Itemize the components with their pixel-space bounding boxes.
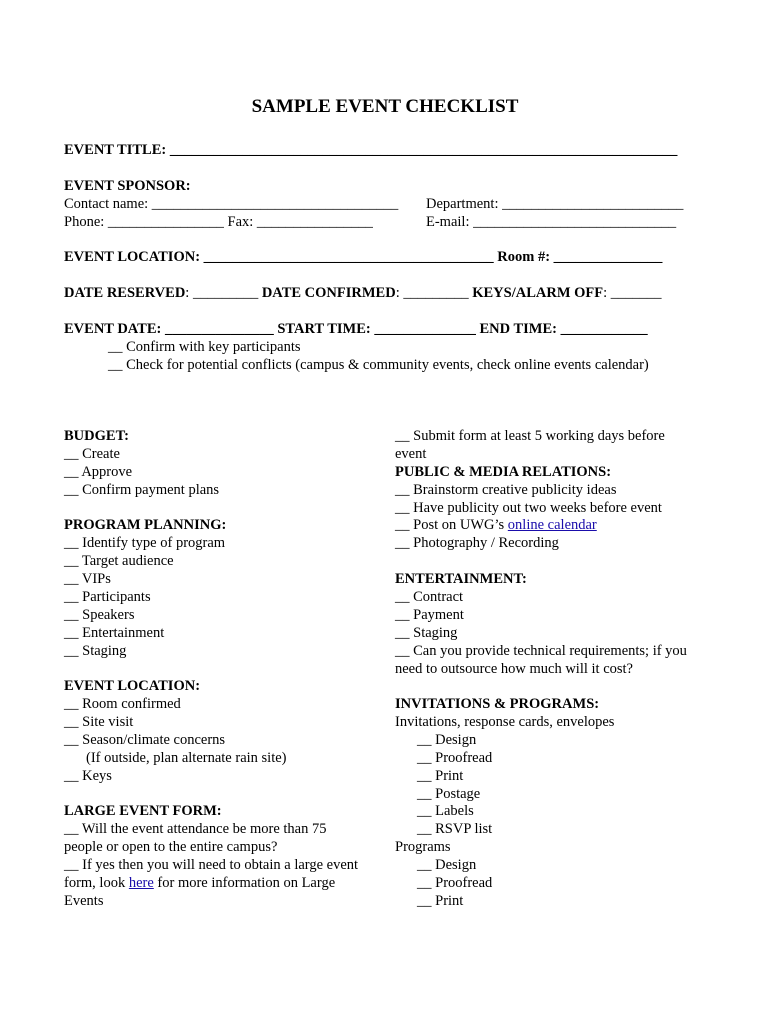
checklist-text: event <box>395 446 427 462</box>
date-reserved-line <box>64 284 662 302</box>
large-form-text: form, look <box>64 875 129 891</box>
checklist-item: __ If yes then you will need to obtain a large event <box>64 857 359 873</box>
checklist-item: __ Staging <box>64 643 127 659</box>
entertainment-heading: ENTERTAINMENT: <box>395 571 527 587</box>
event-location-field: EVENT LOCATION: ________________________________________ Room #: _______________ <box>64 249 663 265</box>
checklist-item: __ Participants <box>64 589 151 605</box>
large-form-text: for more information on Large <box>153 875 336 891</box>
budget-heading: BUDGET: <box>64 428 129 444</box>
keys-alarm-label: KEYS/ALARM OFF <box>472 285 604 301</box>
checklist-item: __ Identify type of program <box>64 535 226 551</box>
checklist-item: __ Contract <box>395 589 464 605</box>
invitations-programs-heading: INVITATIONS & PROGRAMS: <box>395 696 600 712</box>
page-title: SAMPLE EVENT CHECKLIST <box>251 96 519 117</box>
checklist-item: __ Submit form at least 5 working days before <box>395 428 665 444</box>
checklist-item: __ Confirm with key participants <box>108 339 301 355</box>
checklist-text: people or open to the entire campus? <box>64 839 278 855</box>
checklist-item: __ Season/climate concerns <box>64 732 226 748</box>
event-title-field: EVENT TITLE: ______________________________________________________________________ <box>64 142 678 158</box>
checklist-item: __ RSVP list <box>417 821 493 837</box>
checklist-item: __ Create <box>64 446 120 462</box>
checklist-item: __ Site visit <box>64 714 134 730</box>
event-sponsor-heading: EVENT SPONSOR: <box>64 178 191 194</box>
checklist-item: __ Room confirmed <box>64 696 181 712</box>
checklist-item: __ Entertainment <box>64 625 165 641</box>
large-event-form-link[interactable]: here <box>128 875 154 891</box>
checklist-item: __ Print <box>417 893 464 909</box>
programs-subheading: Programs <box>395 839 451 855</box>
checklist-item: __ Will the event attendance be more than 75 <box>64 821 327 837</box>
checklist-item: __ Print <box>417 768 464 784</box>
checklist-item: __ Labels <box>417 803 474 819</box>
checklist-item: __ Photography / Recording <box>395 535 559 551</box>
checklist-item: __ Proofread <box>417 875 493 891</box>
checklist-item: __ Target audience <box>64 553 174 569</box>
checklist-item: __ Speakers <box>64 607 135 623</box>
checklist-item: __ Have publicity out two weeks before event <box>395 500 662 516</box>
keys-alarm-blank: : _______ <box>603 285 662 301</box>
phone-fax-field: Phone: ________________ Fax: ________________ <box>64 214 373 230</box>
date-reserved-blank: : _________ <box>185 285 262 301</box>
date-confirmed-label: DATE CONFIRMED <box>261 285 396 301</box>
contact-name-field: Contact name: __________________________________ <box>64 196 399 212</box>
public-media-heading: PUBLIC & MEDIA RELATIONS: <box>395 464 612 480</box>
program-planning-heading: PROGRAM PLANNING: <box>64 517 227 533</box>
checklist-item: __ Post on UWG’s <box>395 517 508 533</box>
post-calendar-line <box>395 516 597 534</box>
checklist-item: __ Keys <box>64 768 112 784</box>
rain-site-note: (If outside, plan alternate rain site) <box>86 750 287 766</box>
checklist-item: __ Can you provide technical requirements; if you <box>395 643 687 659</box>
checklist-item: __ Design <box>417 732 477 748</box>
checklist-item: __ Staging <box>395 625 458 641</box>
invitations-subheading: Invitations, response cards, envelopes <box>395 714 615 730</box>
checklist-item: __ Proofread <box>417 750 493 766</box>
checklist-item: __ Brainstorm creative publicity ideas <box>395 482 617 498</box>
email-field: E-mail: ____________________________ <box>426 214 677 230</box>
department-field: Department: _________________________ <box>426 196 684 212</box>
date-confirmed-blank: : _________ <box>395 285 473 301</box>
checklist-item: __ Confirm payment plans <box>64 482 220 498</box>
checklist-item: __ Payment <box>395 607 464 623</box>
large-event-form-heading: LARGE EVENT FORM: <box>64 803 222 819</box>
date-reserved-label: DATE RESERVED <box>64 285 186 301</box>
event-date-time-field: EVENT DATE: _______________ START TIME: ______________ END TIME: ____________ <box>64 321 648 337</box>
checklist-item: __ VIPs <box>64 571 111 587</box>
checklist-item: __ Check for potential conflicts (campus & community events, check online events calendar) <box>108 357 649 373</box>
checklist-text: need to outsource how much will it cost? <box>395 661 633 677</box>
checklist-item: __ Design <box>417 857 477 873</box>
event-location-heading: EVENT LOCATION: <box>64 678 201 694</box>
online-calendar-link[interactable]: online calendar <box>507 517 597 533</box>
checklist-item: __ Postage <box>417 786 481 802</box>
large-form-link-line <box>64 874 335 892</box>
checklist-item: __ Approve <box>64 464 133 480</box>
checklist-text: Events <box>64 893 104 909</box>
